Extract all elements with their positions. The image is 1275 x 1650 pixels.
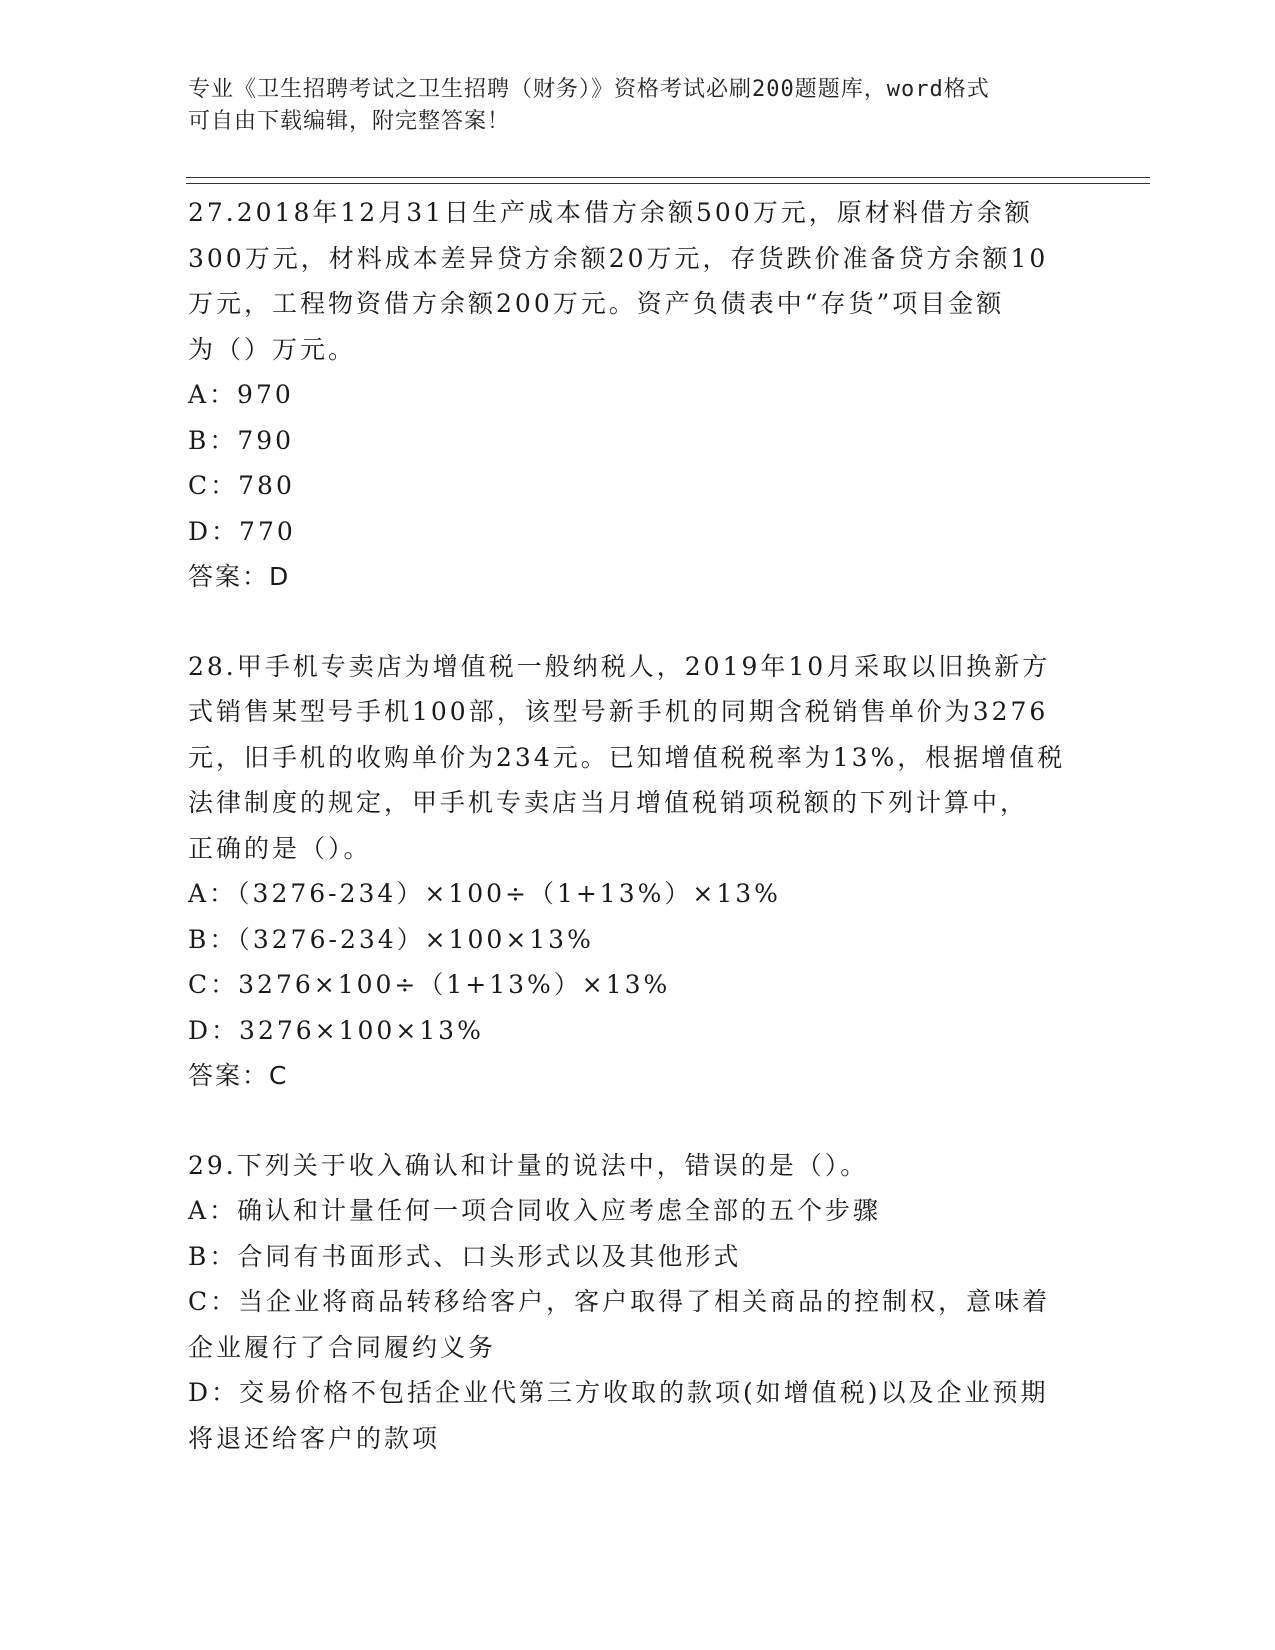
option-c: C：3276×100÷（1+13%）×13% [188,970,671,999]
option-b: B：合同有书面形式、口头形式以及其他形式 [188,1241,742,1271]
option-b: B：790 [188,425,295,455]
question-stem-line: 法律制度的规定，甲手机专卖店当月增值税销项税额的下列计算中， [188,788,1029,817]
question-stem-line: 式销售某型号手机100部，该型号新手机的同期含税销售单价为3276 [188,697,1049,726]
option-d: D：交易价格不包括企业代第三方收取的款项(如增值税)以及企业预期 [188,1378,1049,1407]
question-stem-line: 27.2018年12月31日生产成本借方余额500万元，原材料借方余额 [188,198,1033,227]
question-stem-line: 28.甲手机专卖店为增值税一般纳税人，2019年10月采取以旧换新方 [188,651,1051,681]
question-stem-line: 元，旧手机的收购单价为234元。已知增值税税率为13%，根据增值税 [188,742,1066,772]
answer-line: 答案：D [188,562,291,591]
question-stem-line: 为（）万元。 [188,334,357,364]
header-line-2: 可自由下载编辑，附完整答案！ [188,109,511,134]
question-stem-line: 正确的是（）。 [188,833,372,863]
question-stem-line: 29.下列关于收入确认和计量的说法中，错误的是（）。 [188,1150,869,1180]
option-d-continuation: 将退还给客户的款项 [188,1423,441,1453]
option-d: D：770 [188,516,296,546]
option-c: C：780 [188,471,295,500]
question-29 [188,1143,1088,1462]
question-27 [188,190,1088,600]
option-c-continuation: 企业履行了合同履约义务 [188,1332,497,1362]
question-spacer [188,1099,1088,1143]
question-list [188,190,1088,1461]
question-stem-line: 300万元，材料成本差异贷方余额20万元，存货跌价准备贷方余额10 [188,243,1049,273]
header-divider-top [186,177,1150,178]
option-a: A：确认和计量任何一项合同收入应考虑全部的五个步骤 [188,1196,882,1225]
question-28 [188,644,1088,1099]
option-a: A：（3276-234）×100÷（1+13%）×13% [188,879,781,908]
option-b: B：（3276-234）×100×13% [188,924,594,954]
option-c: C：当企业将商品转移给客户，客户取得了相关商品的控制权，意味着 [188,1287,1051,1316]
header-divider-bottom [186,183,1150,184]
question-stem-line: 万元，工程物资借方余额200万元。资产负债表中“存货”项目金额 [188,289,1005,318]
document-header [188,74,1088,138]
header-line-1: 专业《卫生招聘考试之卫生招聘（财务）》资格考试必刷200题题库，word格式 [188,77,990,102]
option-d: D：3276×100×13% [188,1015,484,1045]
question-spacer [188,600,1088,644]
option-a: A：970 [188,380,294,409]
answer-line: 答案：C [188,1061,289,1090]
